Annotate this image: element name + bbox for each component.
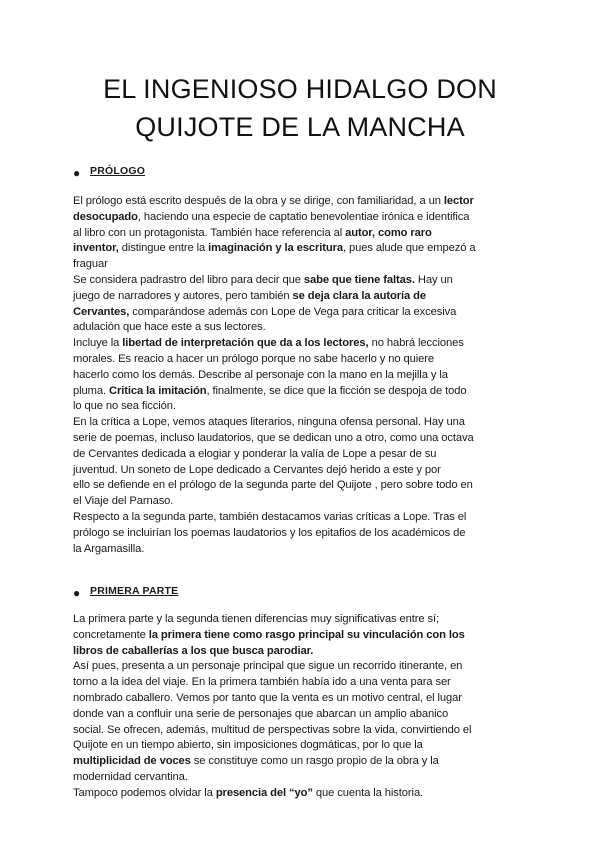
- text-run: prólogo se incluirían los poemas laudatorios y los epitafios de los académicos de: [73, 526, 466, 539]
- text-line: [73, 644, 531, 660]
- text-line: [73, 463, 531, 479]
- bold-text-run: imaginación y la escritura: [208, 242, 343, 255]
- bullet-icon: ●: [73, 166, 81, 180]
- text-line: [73, 399, 531, 415]
- text-run: Así pues, presenta a un personaje principal que sigue un recorrido itinerante, en: [73, 660, 463, 673]
- text-run: Quijote en un tiempo abierto, sin imposiciones dogmáticas, por lo que la: [73, 739, 423, 752]
- text-run: donde van a confluir una serie de personajes que abarcan un amplio abanico: [73, 707, 449, 720]
- bold-text-run: presencia del “yo”: [215, 786, 313, 799]
- text-run: hacerlo como los demás. Describe al personaje con la mano en la mejilla y la: [73, 368, 448, 381]
- bold-text-run: multiplicidad de voces: [73, 755, 191, 768]
- text-run: Incluye la: [73, 337, 123, 350]
- text-run: que cuenta la historia.: [312, 786, 424, 799]
- text-run: Tampoco podemos olvidar la: [73, 786, 216, 799]
- title-line-2: QUIJOTE DE LA MANCHA: [135, 112, 465, 142]
- text-line: [73, 226, 531, 242]
- text-run: la Argamasilla.: [73, 542, 145, 555]
- section-heading-label: PRIMERA PARTE: [90, 585, 179, 597]
- text-line: [73, 526, 531, 542]
- text-run: pluma.: [73, 384, 109, 397]
- text-run: de Cervantes dedicada a elogiar y ponderar la valía de Lope a pesar de su: [73, 447, 437, 460]
- text-run: ello se defiende en el prólogo de la segunda parte del Quijote , pero sobre todo en: [73, 479, 473, 492]
- section-body-primera-parte: [73, 612, 531, 802]
- bold-text-run: la primera tiene como rasgo principal su vinculación con los: [148, 628, 465, 641]
- text-line: [73, 210, 531, 226]
- text-run: , pues alude que empezó a: [343, 242, 476, 255]
- text-line: [73, 628, 531, 644]
- text-line: [73, 770, 531, 786]
- text-line: [73, 415, 531, 431]
- text-run: En la crítica a Lope, vemos ataques literarios, ninguna ofensa personal. Hay una: [73, 416, 465, 429]
- text-run: concretamente: [73, 628, 149, 641]
- text-line: [73, 447, 531, 463]
- text-run: juventud. Un soneto de Lope dedicado a Cervantes dejó herido a este y por: [73, 463, 441, 476]
- text-line: [73, 754, 531, 770]
- text-line: [73, 738, 531, 754]
- text-line: [73, 659, 531, 675]
- title-line-1: EL INGENIOSO HIDALGO DON: [103, 74, 497, 104]
- text-line: [73, 273, 531, 289]
- document-title: [0, 70, 600, 146]
- text-line: [73, 320, 531, 336]
- text-run: La primera parte y la segunda tienen diferencias muy significativas entre sí;: [73, 613, 440, 625]
- section-body-prologo: [73, 194, 531, 557]
- text-line: [73, 305, 531, 321]
- text-line: [73, 352, 531, 368]
- text-run: nombrado caballero. Vemos por tanto que la venta es un motivo central, el lugar: [73, 691, 462, 704]
- text-line: [73, 723, 531, 739]
- text-line: [73, 786, 531, 802]
- text-run: serie de poemas, incluso laudatorios, que se dedican uno a otro, como una octava: [73, 431, 474, 444]
- bold-text-run: autor, como raro: [345, 226, 432, 239]
- text-run: torno a la idea del viaje. En la primera también había ido a una venta para ser: [73, 676, 451, 689]
- text-line: [73, 707, 531, 723]
- bold-text-run: lector: [443, 195, 474, 207]
- section-heading-primera-parte: [73, 585, 179, 600]
- text-run: , haciendo una especie de captatio benevolentiae irónica e identifica: [137, 210, 470, 223]
- text-run: adulación que hace este a sus lectores.: [73, 321, 266, 334]
- text-run: fraguar: [73, 258, 108, 271]
- text-run: juego de narradores y autores, pero también: [73, 289, 293, 302]
- text-line: [73, 478, 531, 494]
- text-line: [73, 510, 531, 526]
- text-run: no habrá lecciones: [368, 337, 464, 350]
- text-run: , finalmente, se dice que la ficción se despoja de todo: [206, 384, 467, 397]
- text-run: Respecto a la segunda parte, también destacamos varias críticas a Lope. Tras el: [73, 510, 467, 523]
- text-line: [73, 289, 531, 305]
- text-line: [73, 542, 531, 558]
- text-line: [73, 194, 531, 210]
- bold-text-run: inventor,: [73, 242, 119, 255]
- section-heading-label: PRÓLOGO: [90, 165, 146, 177]
- bold-text-run: sabe que tiene faltas.: [303, 273, 415, 286]
- text-run: lo que no sea ficción.: [73, 400, 176, 413]
- text-line: [73, 612, 531, 628]
- text-run: Se considera padrastro del libro para decir que: [73, 273, 304, 286]
- text-run: comparándose además con Lope de Vega para criticar la excesiva: [129, 305, 457, 318]
- bold-text-run: Cervantes,: [73, 305, 130, 318]
- text-run: social. Se ofrecen, además, multitud de perspectivas sobre la vida, convirtiendo el: [73, 723, 472, 736]
- text-line: [73, 257, 531, 273]
- text-run: morales. Es reacio a hacer un prólogo porque no sabe hacerlo y no quiere: [73, 352, 434, 365]
- text-run: Hay un: [414, 273, 453, 286]
- text-run: el Viaje del Parnaso.: [73, 495, 174, 508]
- text-line: [73, 494, 531, 510]
- text-run: al libro con un protagonista. También hace referencia al: [73, 226, 346, 239]
- text-line: [73, 675, 531, 691]
- text-run: se constituye como un rasgo propio de la obra y la: [190, 755, 439, 768]
- text-line: [73, 384, 531, 400]
- bold-text-run: libertad de interpretación que da a los lectores,: [122, 337, 369, 350]
- text-run: distingue entre la: [118, 242, 209, 255]
- text-run: modernidad cervantina.: [73, 770, 188, 783]
- bullet-icon: ●: [73, 586, 81, 600]
- text-line: [73, 241, 531, 257]
- bold-text-run: desocupado: [73, 210, 138, 223]
- text-line: [73, 431, 531, 447]
- bold-text-run: libros de caballerías a los que busca parodiar.: [73, 644, 314, 657]
- bold-text-run: Critica la imitación: [109, 384, 207, 397]
- text-line: [73, 368, 531, 384]
- text-line: [73, 336, 531, 352]
- section-heading-prologo: [73, 165, 146, 180]
- bold-text-run: se deja clara la autoría de: [292, 289, 426, 302]
- text-line: [73, 691, 531, 707]
- text-run: El prólogo está escrito después de la obra y se dirige, con familiaridad, a un: [73, 195, 444, 207]
